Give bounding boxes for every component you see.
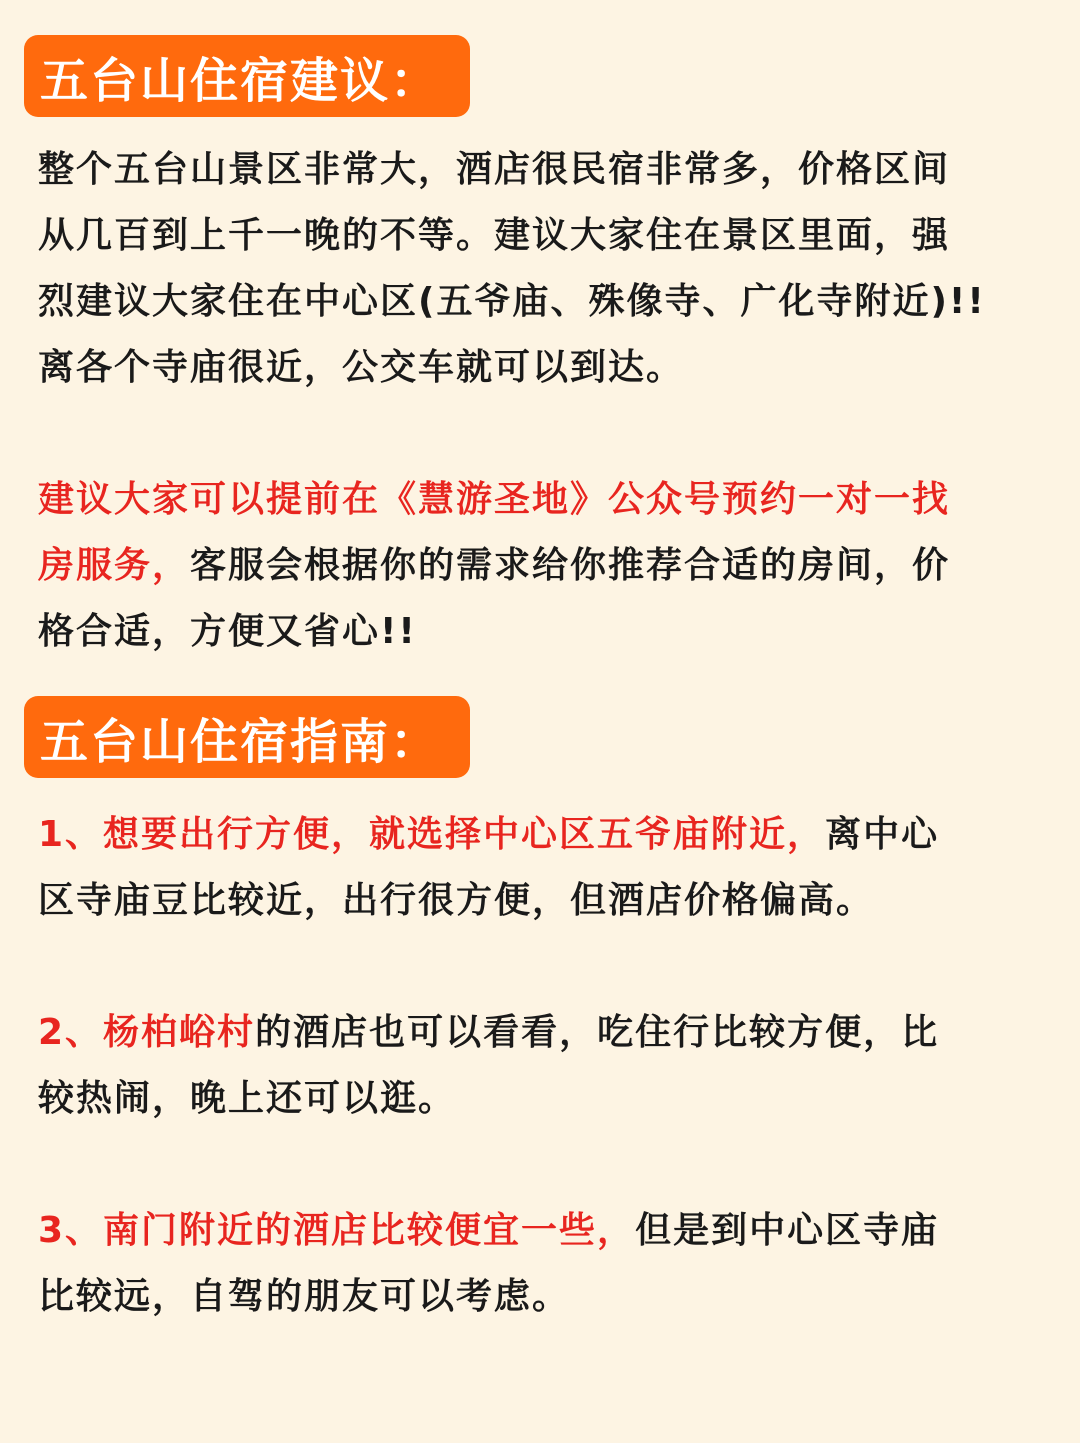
body-text: 但是到中心区寺庙 [635,1210,940,1251]
text-line [38,1000,1048,1066]
guide-item-3 [38,1198,1048,1330]
section-title-suggestions: 五台山住宿建议： [40,52,441,109]
highlight-text: 2、杨柏峪村 [38,1012,256,1053]
text-line: 从几百到上千一晚的不等。建议大家住在景区里面，强 [38,215,951,256]
text-line [38,1198,1048,1264]
section-title-badge-guide [24,696,470,778]
guide-item-2 [38,1000,1048,1132]
text-line: 格合适，方便又省心!! [38,611,417,652]
text-line [38,802,1048,868]
booking-tip-paragraph [38,467,1048,665]
text-line: 较热闹，晚上还可以逛。 [38,1078,457,1119]
text-line: 整个五台山景区非常大，酒店很民宿非常多，价格区间 [38,149,951,190]
body-text: 客服会根据你的需求给你推荐合适的房间，价 [190,545,951,586]
text-line: 比较远，自驾的朋友可以考虑。 [38,1276,571,1317]
body-text: 的酒店也可以看看，吃住行比较方便，比 [255,1012,940,1053]
text-line: 烈建议大家住在中心区(五爷庙、殊像寺、广化寺附近)!! [38,281,986,322]
highlight-text: 房服务， [38,545,191,586]
highlight-text: 1、想要出行方便，就选择中心区五爷庙附近， [38,814,826,855]
guide-item-1 [38,802,1048,934]
text-line: 区寺庙豆比较近，出行很方便，但酒店价格偏高。 [38,880,875,921]
highlight-text: 3、南门附近的酒店比较便宜一些， [38,1210,636,1251]
section-title-guide: 五台山住宿指南： [40,713,441,770]
text-line: 离各个寺庙很近，公交车就可以到达。 [38,347,685,388]
highlight-text: 建议大家可以提前在《慧游圣地》公众号预约一对一找 [38,479,951,520]
body-text: 离中心 [825,814,940,855]
text-line [38,533,1048,599]
intro-paragraph [38,137,1048,401]
section-title-badge-suggestions [24,35,470,117]
